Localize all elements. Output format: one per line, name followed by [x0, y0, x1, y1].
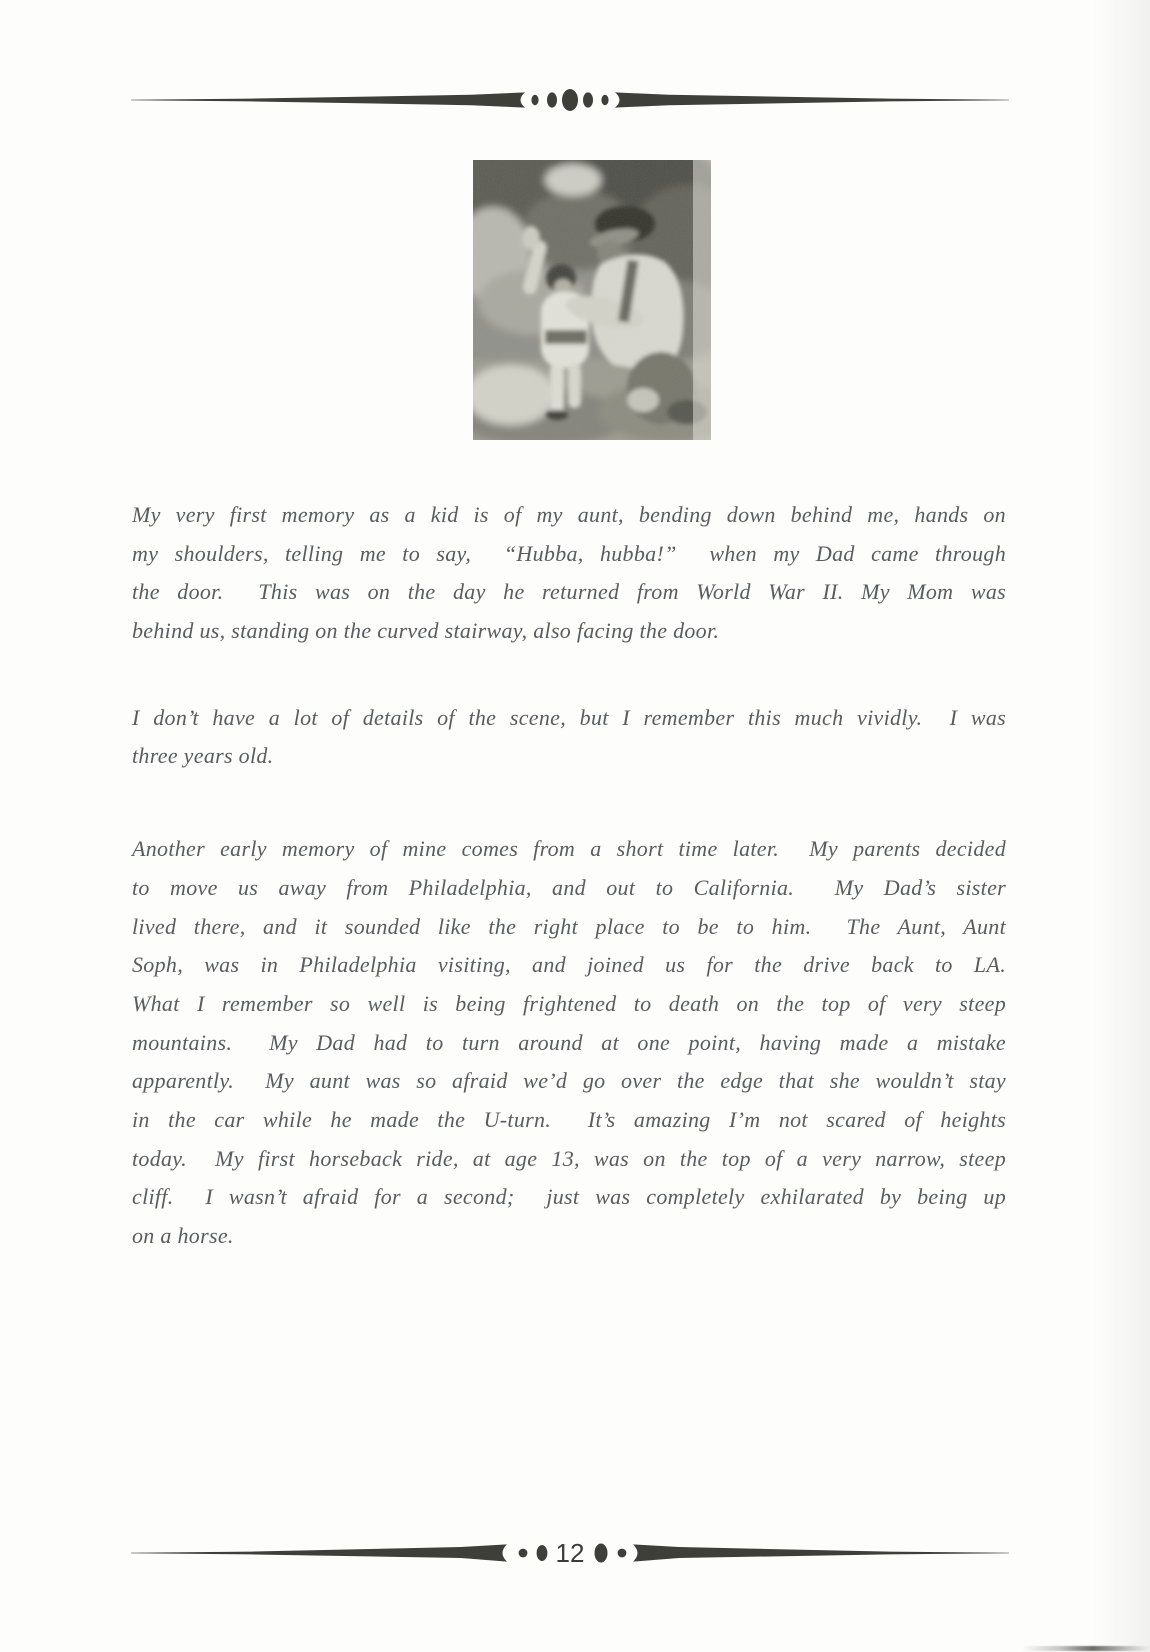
family-photo	[473, 160, 711, 440]
text-line: Soph, was in Philadelphia visiting, and joined us for the drive back to LA.	[132, 952, 1006, 978]
text-line: cliff. I wasn’t afraid for a second; just was completely exhilarated by being up	[132, 1184, 1006, 1210]
text-line: mountains. My Dad had to turn around at one point, having made a mistake	[132, 1029, 1006, 1055]
text-line: What I remember so well is being frightened to death on the top of very steep	[132, 990, 1006, 1016]
text-line: today. My first horseback ride, at age 13, was on the top of a very narrow, steep	[132, 1145, 1006, 1171]
page-number: 12	[555, 1538, 585, 1568]
page-edge-shading	[1092, 0, 1150, 1652]
text-line: Another early memory of mine comes from a short time later. My parents decided	[132, 836, 1006, 862]
top-divider-ornament	[131, 84, 1009, 116]
scan-artifact	[1022, 1646, 1150, 1651]
text-line: in the car while he made the U-turn. It’s amazing I’m not scared of heights	[132, 1106, 1006, 1132]
text-line: lived there, and it sounded like the right place to be to him. The Aunt, Aunt	[132, 913, 1006, 939]
photo-image	[473, 160, 711, 440]
text-line: behind us, standing on the curved stairway, also facing the door.	[132, 618, 720, 644]
text-line: my shoulders, telling me to say, “Hubba, hubba!” when my Dad came through	[132, 540, 1006, 566]
tapered-rule-icon	[131, 1535, 1009, 1571]
paragraph	[132, 699, 1006, 776]
text-line: on a horse.	[132, 1223, 234, 1248]
paragraph	[132, 496, 1006, 651]
text-line: I don’t have a lot of details of the scene, but I remember this much vividly. I was	[132, 704, 1006, 730]
text-line: My very first memory as a kid is of my aunt, bending down behind me, hands on	[132, 502, 1006, 527]
tapered-rule-icon	[131, 84, 1009, 116]
bottom-divider-ornament	[131, 1535, 1009, 1571]
text-line: three years old.	[132, 743, 274, 769]
memoir-text	[132, 496, 1006, 1256]
text-line: to move us away from Philadelphia, and out to California. My Dad’s sister	[132, 874, 1006, 900]
paragraph	[132, 830, 1006, 1256]
text-line: the door. This was on the day he returned from World War II. My Mom was	[132, 579, 1006, 605]
text-line: apparently. My aunt was so afraid we’d go over the edge that she wouldn’t stay	[132, 1068, 1006, 1094]
